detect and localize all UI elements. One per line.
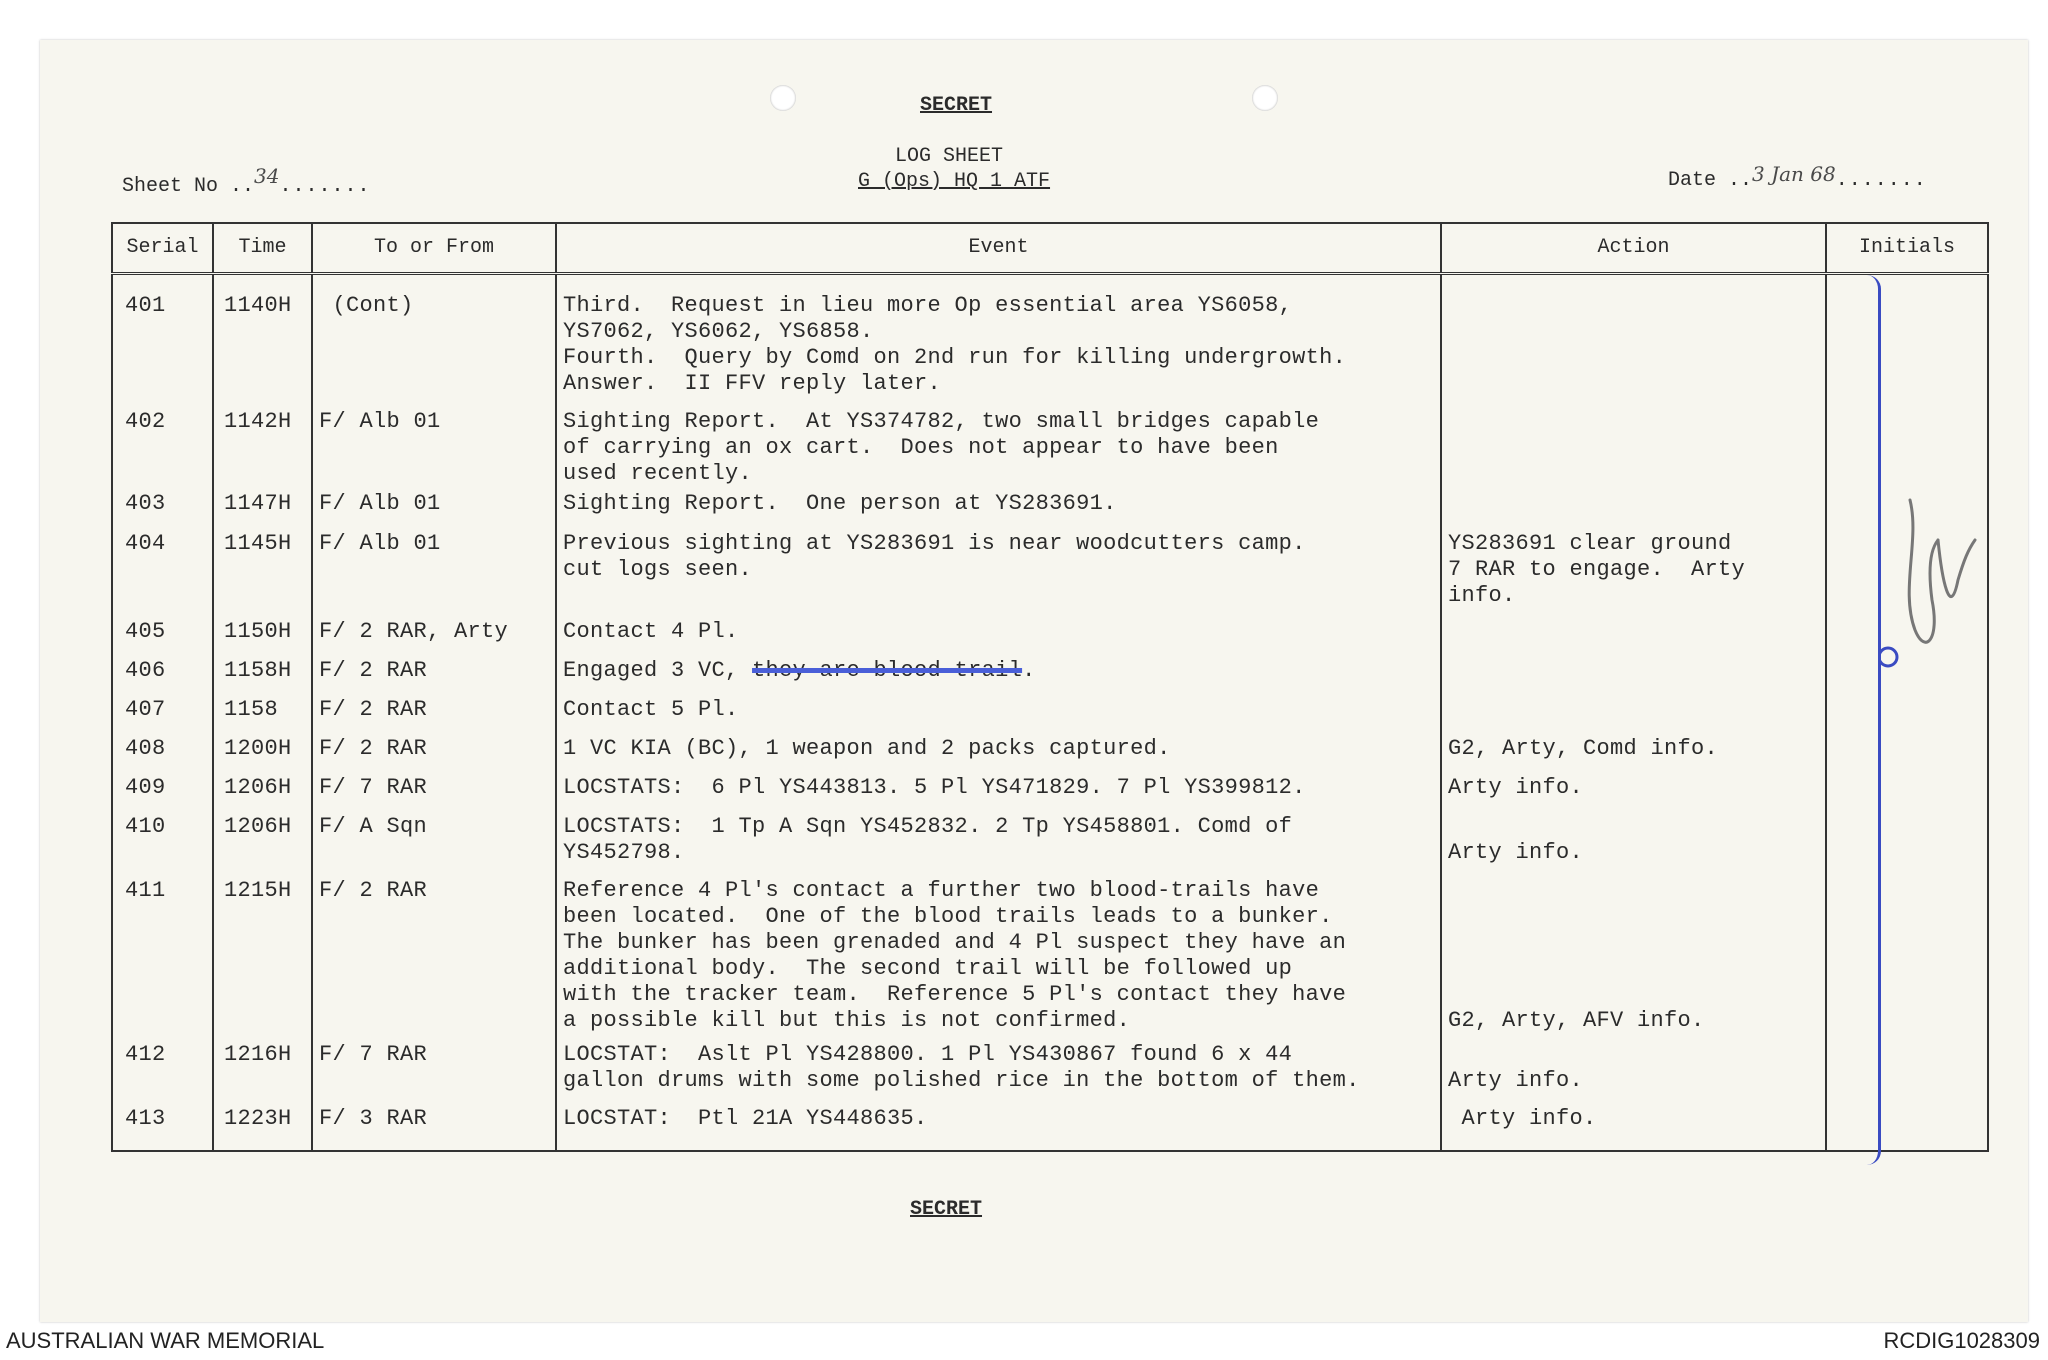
event-cell: Previous sighting at YS283691 is near woodcutters camp. cut logs seen. [556,531,1441,619]
action-cell: YS283691 clear ground 7 RAR to engage. Arty info. [1441,531,1826,619]
time-cell: 1147H [213,491,312,531]
log-table [111,222,1989,1152]
event-cell: LOCSTAT: Ptl 21A YS448635. [556,1106,1441,1151]
time-cell: 1216H [213,1042,312,1106]
serial-cell: 407 [112,697,213,736]
table-row [112,399,1988,491]
serial-cell: 409 [112,775,213,814]
from-cell: F/ 7 RAR [312,775,556,814]
time-cell: 1158 [213,697,312,736]
time-cell: 1140H [213,274,312,400]
column-header-to-or-from: To or From [312,223,556,274]
table-row [112,775,1988,814]
punch-hole-left [770,85,796,111]
event-cell: Third. Request in lieu more Op essential area YS6058, YS7062, YS6062, YS6858. Fourth. Query by Comd on 2nd run for killing undergrowth. Answer. II FFV reply later. [556,274,1441,400]
event-cell: Sighting Report. At YS374782, two small bridges capable of carrying an ox cart. Does not appear to have been used recently. [556,399,1441,491]
table-row [112,619,1988,658]
classification-bottom: SECRET [910,1198,983,1221]
serial-cell: 403 [112,491,213,531]
table-row [112,1106,1988,1151]
sheet-date [1668,162,1927,192]
event-cell: LOCSTAT: Aslt Pl YS428800. 1 Pl YS430867 found 6 x 44 gallon drums with some polished rice in the bottom of them. [556,1042,1441,1106]
from-cell: F/ Alb 01 [312,399,556,491]
table-row [112,658,1988,697]
sheet-number-value: 34 [254,164,280,188]
classification-top: SECRET [920,94,993,117]
serial-cell: 408 [112,736,213,775]
from-cell: F/ Alb 01 [312,491,556,531]
sheet-dots: ....... [279,175,371,198]
serial-cell: 404 [112,531,213,619]
archive-reference: RCDIG1028309 [1883,1328,2040,1353]
action-cell: Arty info. [1441,1106,1826,1151]
action-cell: G2, Arty, Comd info. [1441,736,1826,775]
event-text: Engaged 3 VC, [563,658,753,683]
from-cell: F/ 2 RAR [312,878,556,1042]
table-row [112,274,1988,400]
serial-cell: 406 [112,658,213,697]
from-cell: F/ 2 RAR [312,697,556,736]
unit-title: G (Ops) HQ 1 ATF [858,170,1051,193]
table-row [112,531,1988,619]
action-cell: G2, Arty, AFV info. [1441,878,1826,1042]
from-cell: (Cont) [312,274,556,400]
serial-cell: 401 [112,274,213,400]
event-cell: Reference 4 Pl's contact a further two blood-trails have been located. One of the blood trails leads to a bunker. The bunker has been grenaded and 4 Pl suspect they have an additional body. The second trail will be followed up with the tracker team. Reference 5 Pl's contact they have a possible kill but this is not confirmed. [556,878,1441,1042]
sheet-label: Sheet No .. [122,175,255,198]
column-header-event: Event [556,223,1441,274]
event-text-end: . [1022,658,1036,683]
struck-out-text: they are blood trail [752,658,1023,683]
action-cell [1441,658,1826,697]
table-row [112,491,1988,531]
table-row [112,697,1988,736]
sheet-number [122,164,371,198]
event-cell: Sighting Report. One person at YS283691. [556,491,1441,531]
archive-credit: AUSTRALIAN WAR MEMORIAL [6,1328,325,1353]
time-cell: 1223H [213,1106,312,1151]
table-header-row [112,223,1988,274]
time-cell: 1215H [213,878,312,1042]
time-cell: 1158H [213,658,312,697]
from-cell: F/ 2 RAR [312,658,556,697]
action-cell: Arty info. [1441,814,1826,878]
time-cell: 1206H [213,814,312,878]
time-cell: 1206H [213,775,312,814]
from-cell: F/ 2 RAR, Arty [312,619,556,658]
punch-hole-right [1252,85,1278,111]
from-cell: F/ 2 RAR [312,736,556,775]
from-cell: F/ A Sqn [312,814,556,878]
time-cell: 1145H [213,531,312,619]
table-row [112,878,1988,1042]
from-cell: F/ 7 RAR [312,1042,556,1106]
from-cell: F/ Alb 01 [312,531,556,619]
table-row [112,736,1988,775]
serial-cell: 413 [112,1106,213,1151]
date-dots: ....... [1835,169,1927,192]
action-cell: Arty info. [1441,775,1826,814]
action-cell [1441,697,1826,736]
event-cell: 1 VC KIA (BC), 1 weapon and 2 packs captured. [556,736,1441,775]
action-cell [1441,274,1826,400]
table-row [112,1042,1988,1106]
serial-cell: 402 [112,399,213,491]
date-label: Date .. [1668,169,1753,192]
from-cell: F/ 3 RAR [312,1106,556,1151]
time-cell: 1150H [213,619,312,658]
table-row [112,814,1988,878]
initials-bracket [1848,275,1881,1165]
column-header-serial: Serial [112,223,213,274]
action-cell [1441,399,1826,491]
handwritten-initials-signature [1880,480,1990,680]
event-cell: Contact 4 Pl. [556,619,1441,658]
serial-cell: 411 [112,878,213,1042]
action-cell [1441,491,1826,531]
event-cell: LOCSTATS: 6 Pl YS443813. 5 Pl YS471829. 7 Pl YS399812. [556,775,1441,814]
event-cell: Contact 5 Pl. [556,697,1441,736]
time-cell: 1200H [213,736,312,775]
event-cell: LOCSTATS: 1 Tp A Sqn YS452832. 2 Tp YS458801. Comd of YS452798. [556,814,1441,878]
action-cell [1441,619,1826,658]
event-cell [556,658,1441,697]
action-cell: Arty info. [1441,1042,1826,1106]
column-header-time: Time [213,223,312,274]
log-sheet-title: LOG SHEET [895,145,1004,168]
time-cell: 1142H [213,399,312,491]
serial-cell: 412 [112,1042,213,1106]
column-header-action: Action [1441,223,1826,274]
date-value: 3 Jan 68 [1752,162,1836,186]
serial-cell: 410 [112,814,213,878]
serial-cell: 405 [112,619,213,658]
column-header-initials: Initials [1826,223,1988,274]
